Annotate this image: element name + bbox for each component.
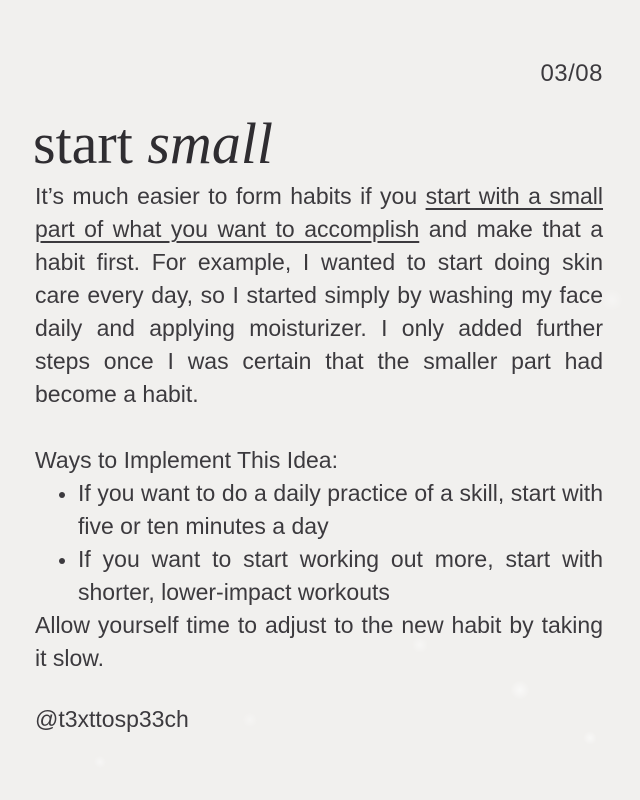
- implementation-list: [35, 477, 603, 609]
- account-handle: @t3xttosp33ch: [35, 706, 189, 732]
- list-item-daily-practice: • If you want to do a daily practice of a skill, start with five or ten minutes a day: [78, 477, 603, 543]
- page-title: [33, 112, 603, 176]
- ways-heading: Ways to Implement This Idea:: [35, 447, 338, 473]
- title-word-regular: start: [33, 111, 133, 176]
- title-word-italic: small: [147, 111, 274, 176]
- intro-paragraph: [35, 180, 603, 411]
- underlined-phrase: start with a small part of what you want to accomplish: [35, 183, 604, 242]
- outro-paragraph: Allow yourself time to adjust to the new habit by taking it slow.: [35, 612, 603, 671]
- intro-text-after-underline: and make that a habit first. For example, I wanted to start doing skin care every day, so I started simply by washing my face daily and applying moisturizer. I only added further steps once I was certain that the smaller part had become a habit.: [35, 216, 603, 407]
- page-number: 03/08: [540, 60, 603, 87]
- list-item-working-out: • If you want to start working out more, start with shorter, lower-impact workouts: [78, 543, 603, 609]
- intro-text-before-underline: It’s much easier to form habits if you: [35, 183, 426, 209]
